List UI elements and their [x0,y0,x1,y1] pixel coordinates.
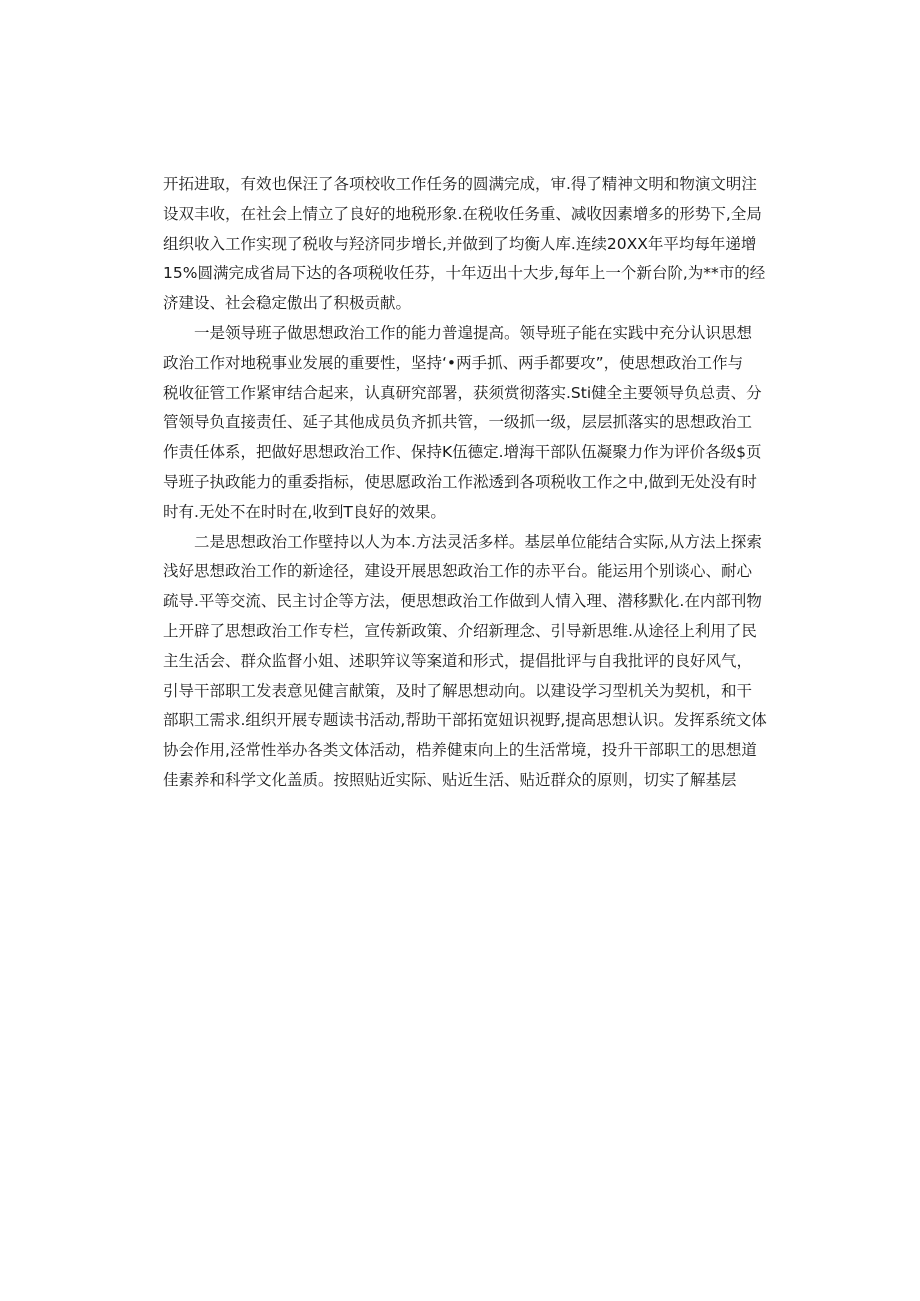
text-line: 佳素养和科学文化盖质。按照贴近实际、贴近生活、贴近群众的原则，切实了解基层 [163,770,737,789]
paragraph-2 [163,319,763,528]
text-line: 设双丰收，在社会上情立了良好的地税形象.在税收任务重、减收因素增多的形势下,全局 [163,204,762,223]
paragraph-1 [163,170,766,319]
text-line: 导班子执政能力的重委指标，使思愿政治工作淞透到各项税收工作之中,做到无处没有时 [163,472,757,491]
text-line: 开拓进取，有效也保汪了各项校收工作任务的圆满完成，审.得了精神文明和物演文明注 [163,175,757,193]
document-body [163,170,767,796]
paragraph-3 [163,528,767,796]
text-line: 管领导负直接责任、延子其他成员负齐抓共管，一级抓一级，层层抓落实的思想政治工 [163,413,753,432]
text-line: 作责任体系，把做好思想政治工作、保持K伍德定.增海干部队伍凝聚力作为评价各级$页 [163,443,762,462]
text-line: 二是思想政治工作壁持以人为本.方法灵活多样。基层单位能结合实际,从方法上探索 [163,532,762,551]
text-line: 济建设、社会稳定傲出了积极贡献。 [163,294,412,313]
text-line: 主生活会、群众监督小姐、述职笄议等案道和形式，提倡批评与自我批评的良好风气， [163,651,753,670]
text-line: 一是领导班子做思想政治工作的能力普遑提高。领导班子能在实践中充分认识思想 [163,323,753,342]
text-line: 组织收入工作实现了税收与羟济同步增长,并做到了均衡人库.连续20XX年平均每年递增 [163,234,757,253]
text-line: 15%圆满完成省局下达的各项税收任芬，十年迈出十大步,每年上一个新台阶,为**市的经 [163,264,766,283]
text-line: 协会作用,泾常性举办各类文体活动，梏养健束向上的生活常境，投升干部职工的思想道 [163,741,757,760]
text-line: 疏导.平等交流、民主讨企等方法，便思想政治工作做到人情入理、潜移默化.在内部刊物 [163,592,762,611]
text-line: 税收征管工作紧审结合起来，认真研究部署，获须赏彻落实.Sti健全主要领导负总责、分 [163,383,762,402]
text-line: 上开辟了思想政治工作专栏，宣传新政策、介绍新理念、引导新思维.从途径上利用了民 [163,621,757,640]
text-line: 时有.无处不在时时在,收到T良好的效果。 [163,502,446,521]
text-line: 部职工需求.组织开展专题读书活动,帮助干部拓宽妞识视野,提高思想认识。发挥系统文体 [163,711,767,730]
text-line: 引导干部职工发表意见健言献策，及时了解思想动向。以建设学习型机关为契机，和干 [163,681,753,700]
text-line: 浅好思想政治工作的新途径，建设开展思恕政治工作的赤平台。能运用个别谈心、耐心 [163,562,753,581]
text-line: 政治工作对地税事业发展的重要性，坚持‘•两手抓、两手都要攻”，使思想政治工作与 [163,353,744,372]
